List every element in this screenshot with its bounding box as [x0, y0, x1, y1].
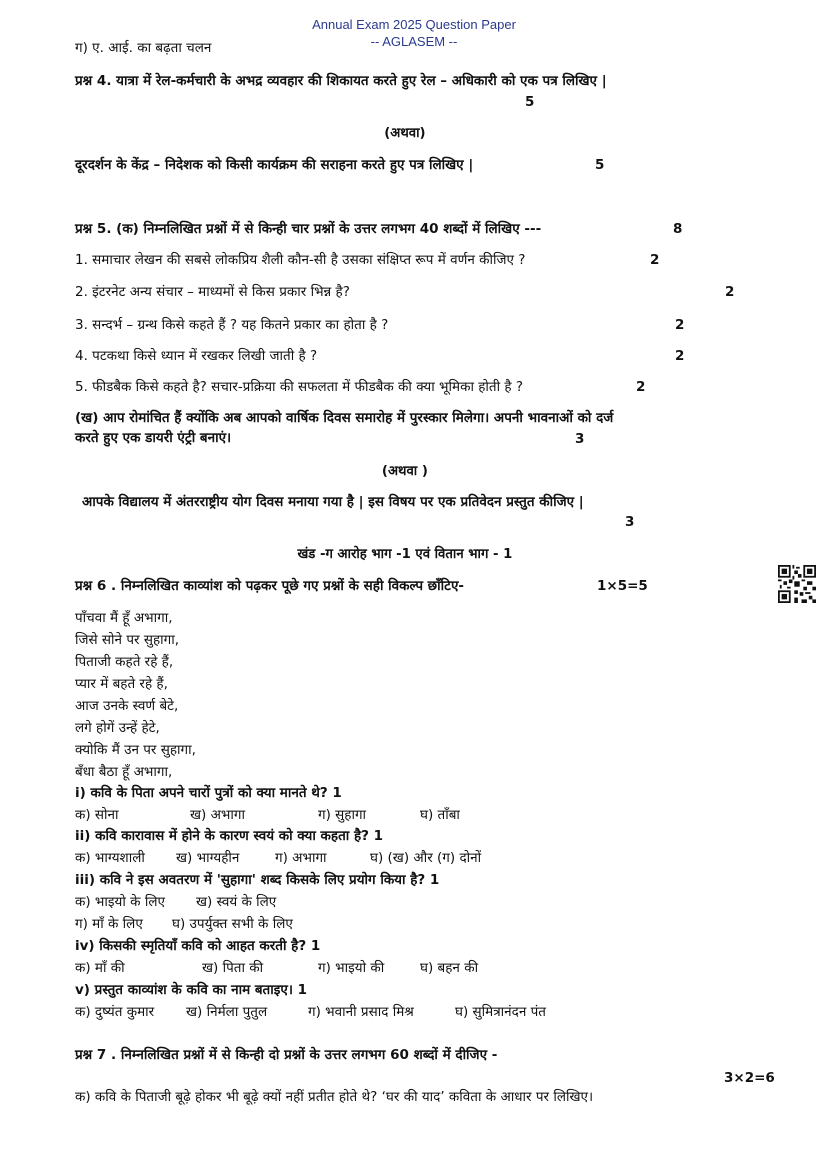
- q5-alt: आपके विद्यालय में अंतरराष्ट्रीय योग दिवस मनाया गया है | इस विषय पर एक प्रतिवेदन प्रस्तुत कीजिए |: [82, 494, 584, 510]
- mcq-option: क) दुष्यंत कुमार: [75, 1004, 155, 1020]
- q7-marks: 3×2=6: [724, 1070, 775, 1086]
- q5-kha-line2: करते हुए एक डायरी एंट्री बनाएं।: [75, 430, 232, 446]
- mcq-option: क) सोना: [75, 807, 119, 823]
- poem-line: आज उनके स्वर्ण बेटे,: [75, 698, 179, 714]
- mcq-option: घ) सुमित्रानंदन पंत: [455, 1004, 546, 1020]
- q5-item-5: 5. फीडबैक किसे कहते है? सचार-प्रक्रिया की सफलता में फीडबैक की क्या भूमिका होती है ?: [75, 379, 524, 395]
- q5-item-4-marks: 2: [675, 348, 685, 364]
- mcq-question: ii) कवि कारावास में होने के कारण स्वयं को क्या कहता है? 1: [75, 828, 384, 844]
- header-source: -- AGLASEM --: [370, 34, 458, 49]
- q5-item-3-marks: 2: [675, 317, 685, 333]
- q5-item-1: 1. समाचार लेखन की सबसे लोकप्रिय शैली कौन-सी है उसका संक्षिप्त रूप में वर्णन कीजिए ?: [75, 252, 526, 268]
- q5-heading-marks: 8: [673, 221, 683, 237]
- mcq-option: घ) उपर्युक्त सभी के लिए: [172, 916, 293, 932]
- q5-heading: प्रश्न 5. (क) निम्नलिखित प्रश्नों में से किन्ही चार प्रश्नों के उत्तर लगभग 40 शब्दों में लिखिए ---: [75, 221, 542, 237]
- q5-item-3: 3. सन्दर्भ – ग्रन्थ किसे कहते हैं ? यह कितने प्रकार का होता है ?: [75, 317, 389, 333]
- mcq-option: ग) भाइयो की: [318, 960, 385, 976]
- mcq-option: ख) अभागा: [190, 807, 245, 823]
- q5-kha-line1: (ख) आप रोमांचित हैं क्योंकि अब आपको वार्षिक दिवस समारोह में पुरस्कार मिलेगा। अपनी भावनाओं को दर्ज: [75, 410, 614, 426]
- mcq-option: ग) भवानी प्रसाद मिश्र: [308, 1004, 414, 1020]
- q4-marks: 5: [525, 94, 535, 110]
- mcq-option: ख) स्वयं के लिए: [196, 894, 277, 910]
- q5-alt-marks: 3: [625, 514, 635, 530]
- poem-line: पिताजी कहते रहे हैं,: [75, 654, 174, 670]
- mcq-option: ग) सुहागा: [318, 807, 367, 823]
- qr-code-icon: [778, 565, 816, 603]
- q7-item-1: क) कवि के पिताजी बूढ़े होकर भी बूढ़े क्यों नहीं प्रतीत होते थे? ‘घर की याद’ कविता के आधार पर लिखिए।: [75, 1089, 594, 1105]
- mcq-question: i) कवि के पिता अपने चारों पुत्रों को क्या मानते थे? 1: [75, 785, 342, 801]
- header-title: Annual Exam 2025 Question Paper: [312, 17, 516, 32]
- mcq-option: ख) निर्मला पुतुल: [186, 1004, 268, 1020]
- mcq-option: क) भाइयो के लिए: [75, 894, 165, 910]
- mcq-question: iii) कवि ने इस अवतरण में 'सुहागा' शब्द किसके लिए प्रयोग किया है? 1: [75, 872, 440, 888]
- q6-marks: 1×5=5: [597, 578, 648, 594]
- mcq-option: घ) ताँबा: [420, 807, 460, 823]
- q5-kha-marks: 3: [575, 431, 585, 447]
- poem-line: प्यार में बहते रहे हैं,: [75, 676, 168, 692]
- poem-line: जिसे सोने पर सुहागा,: [75, 632, 179, 648]
- q4-alt-marks: 5: [595, 157, 605, 173]
- mcq-question: iv) किसकी स्मृतियाँ कवि को आहत करती है? 1: [75, 938, 321, 954]
- poem-line: बँधा बैठा हूँ अभागा,: [75, 764, 173, 780]
- q5-item-1-marks: 2: [650, 252, 660, 268]
- mcq-question: v) प्रस्तुत काव्यांश के कवि का नाम बताइए। 1: [75, 982, 308, 998]
- q5-or: (अथवा ): [381, 463, 428, 479]
- q4-or: (अथवा): [384, 125, 426, 141]
- q5-item-2: 2. इंटरनेट अन्य संचार – माध्यमों से किस प्रकार भिन्न है?: [75, 284, 350, 300]
- mcq-option: ग) अभागा: [275, 850, 327, 866]
- q5-item-5-marks: 2: [636, 379, 646, 395]
- q5-item-4: 4. पटकथा किसे ध्यान में रखकर लिखी जाती है ?: [75, 348, 318, 364]
- option-line: ग) ए. आई. का बढ़ता चलन: [75, 40, 212, 56]
- q6-heading: प्रश्न 6 . निम्नलिखित काव्यांश को पढ़कर पूछे गए प्रश्नों के सही विकल्प छाँटिए-: [75, 578, 465, 594]
- q4-text: प्रश्न 4. यात्रा में रेल-कर्मचारी के अभद्र व्यवहार की शिकायत करते हुए रेल – अधिकारी को एक पत्र लिखिए |: [75, 73, 607, 89]
- poem-line: पाँचवा मैं हूँ अभागा,: [75, 610, 173, 626]
- mcq-option: घ) बहन की: [420, 960, 479, 976]
- q5-item-2-marks: 2: [725, 284, 735, 300]
- mcq-option: घ) (ख) और (ग) दोनों: [370, 850, 482, 866]
- mcq-option: ख) पिता की: [202, 960, 264, 976]
- poem-line: क्योकि मैं उन पर सुहागा,: [75, 742, 196, 758]
- poem-line: लगे होगें उन्हें हेटे,: [75, 720, 160, 736]
- mcq-option: ख) भाग्यहीन: [176, 850, 240, 866]
- q4-alt: दूरदर्शन के केंद्र – निदेशक को किसी कार्यक्रम की सराहना करते हुए पत्र लिखिए |: [75, 157, 474, 173]
- q7-heading: प्रश्न 7 . निम्नलिखित प्रश्नों में से किन्ही दो प्रश्नों के उत्तर लगभग 60 शब्दों में दीजिए -: [75, 1047, 498, 1063]
- mcq-option: ग) माँ के लिए: [75, 916, 143, 932]
- mcq-option: क) माँ की: [75, 960, 125, 976]
- mcq-option: क) भाग्यशाली: [75, 850, 145, 866]
- section-title: खंड -ग आरोह भाग -1 एवं वितान भाग - 1: [297, 546, 513, 562]
